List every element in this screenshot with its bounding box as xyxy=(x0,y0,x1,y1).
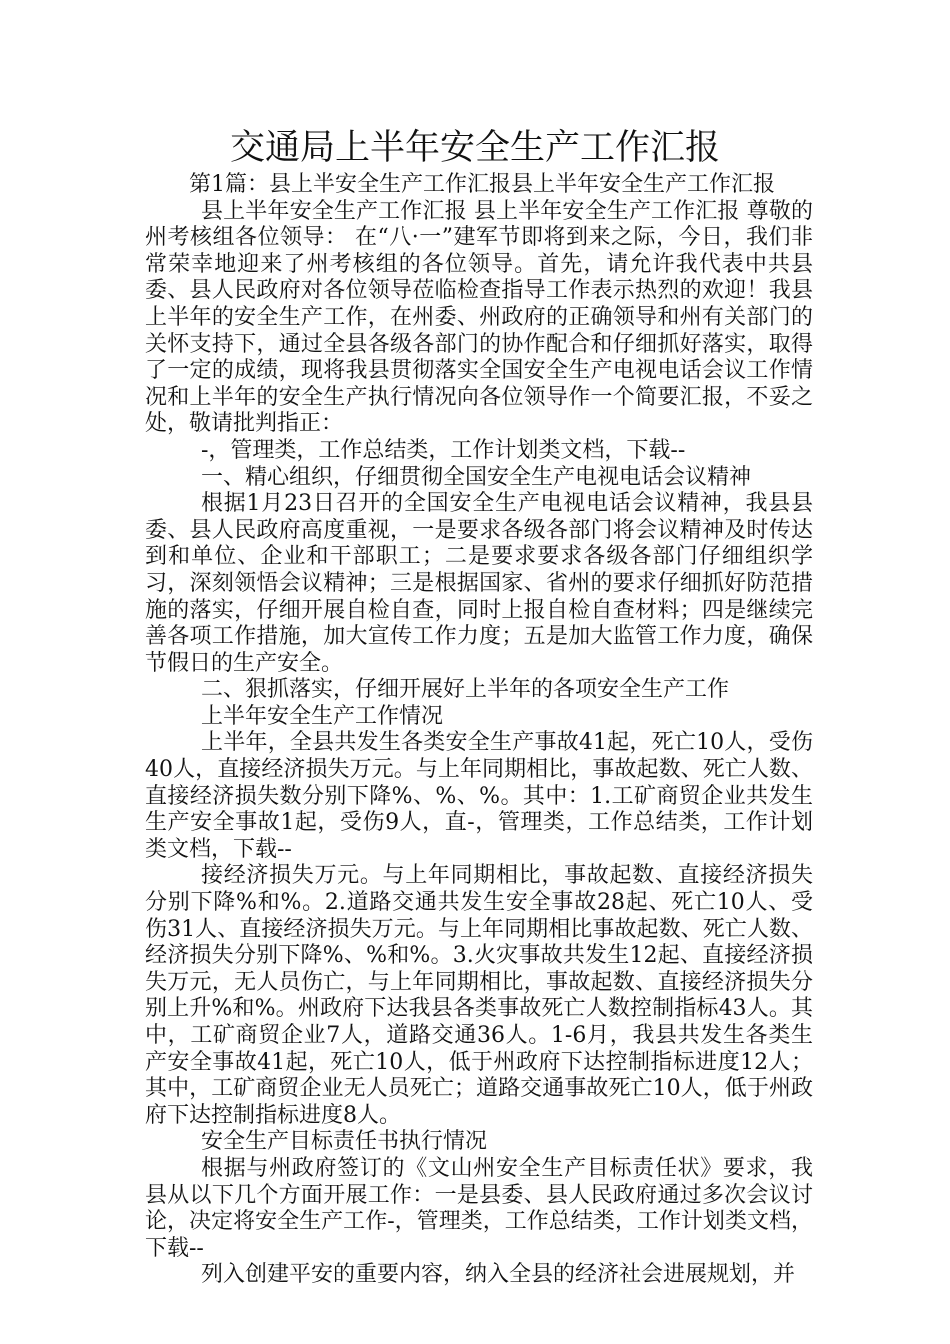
subheading-work-status: 上半年安全生产工作情况 xyxy=(201,703,444,729)
section-heading-1: 一、精心组织，仔细贯彻全国安全生产电视电话会议精神 xyxy=(201,464,752,490)
document-title: 交通局上半年安全生产工作汇报 xyxy=(229,128,720,168)
subheading-target-responsibility: 安全生产目标责任书执行情况 xyxy=(201,1129,488,1155)
paragraph-intro: 县上半年安全生产工作汇报 县上半年安全生产工作汇报 尊敬的州考核组各位领导： 在“八·一”建军节即将到来之际，今日，我们非常荣幸地迎来了州考核组的各位领导。首先，请允许我代表中共县委、县人民政府对各位领导莅临检查指导工作表示热烈的欢迎！我县上半年的安全生产工作，在州委、州政府的正确领导和州有关部门的关怀支持下，通过全县各级各部门的协作配合和仔细抓好落实，取得了一定的成绩，现将我县贯彻落实全国安全生产电视电话会议工作情况和上半年的安全生产执行情况向各位领导作一个简要汇报，不妥之处，敬请批判指正： xyxy=(145,198,813,437)
chapter-heading: 第1篇：县上半安全生产工作汇报县上半年安全生产工作汇报 xyxy=(189,172,775,197)
paragraph-section-1: 根据1月23日召开的全国安全生产电视电话会议精神，我县县委、县人民政府高度重视，一是要求各级各部门将会议精神及时传达到和单位、企业和干部职工；二是要求要求各级各部门仔细组织学习，深刻领悟会议精神；三是根据国家、省州的要求仔细抓好防范措施的落实，仔细开展自检自查，同时上报自检自查材料；四是继续完善各项工作措施，加大宣传工作力度；五是加大监管工作力度，确保节假日的生产安全。 xyxy=(145,491,813,676)
section-heading-2: 二、狠抓落实，仔细开展好上半年的各项安全生产工作 xyxy=(201,677,730,703)
paragraph-continuation: 列入创建平安的重要内容，纳入全县的经济社会进展规划，并 xyxy=(201,1262,796,1288)
paragraph-accident-stats: 上半年，全县共发生各类安全生产事故41起，死亡10人，受伤40人，直接经济损失万元。与上年同期相比，事故起数、死亡人数、直接经济损失数分别下降%、%、%。其中：1.工矿商贸企业共发生生产安全事故1起，受伤9人，直-，管理类，工作总结类，工作计划类文档，下载-- xyxy=(145,730,813,862)
document-body xyxy=(145,172,813,1289)
download-note: -，管理类，工作总结类，工作计划类文档，下载-- xyxy=(201,437,686,463)
paragraph-accident-details: 接经济损失万元。与上年同期相比，事故起数、直接经济损失分别下降%和%。2.道路交通共发生安全事故28起、死亡10人、受伤31人、直接经济损失万元。与上年同期相比事故起数、死亡人数、经济损失分别下降%、%和%。3.火灾事故共发生12起、直接经济损失万元，无人员伤亡，与上年同期相比，事故起数、直接经济损失分别上升%和%。州政府下达我县各类事故死亡人数控制指标43人。其中，工矿商贸企业7人，道路交通36人。1-6月，我县共发生各类生产安全事故41起，死亡10人，低于州政府下达控制指标进度12人；其中，工矿商贸企业无人员死亡；道路交通事故死亡10人，低于州政府下达控制指标进度8人。 xyxy=(145,863,814,1128)
paragraph-target-responsibility: 根据与州政府签订的《文山州安全生产目标责任状》要求，我县从以下几个方面开展工作：一是县委、县人民政府通过多次会议讨论，决定将安全生产工作-，管理类，工作总结类，工作计划类文档，下载-- xyxy=(145,1155,813,1261)
